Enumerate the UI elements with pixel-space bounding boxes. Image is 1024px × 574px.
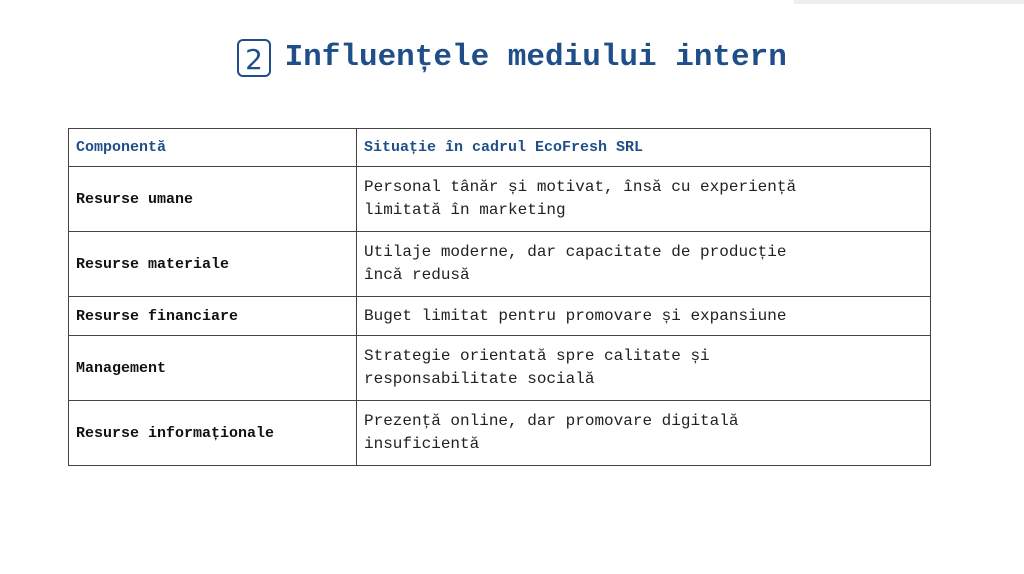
situation-cell xyxy=(357,401,931,466)
component-cell: Resurse materiale xyxy=(69,232,357,297)
internal-environment-table xyxy=(68,128,931,466)
component-cell: Resurse financiare xyxy=(69,297,357,336)
situation-line: insuficientă xyxy=(364,435,480,453)
situation-line: Buget limitat pentru promovare și expansiune xyxy=(364,306,787,325)
header-cell-situation: Situație în cadrul EcoFresh SRL xyxy=(357,129,931,167)
situation-cell xyxy=(357,297,931,336)
situation-line: Personal tânăr și motivat, însă cu experiență xyxy=(364,178,797,196)
table-row xyxy=(69,336,931,401)
component-cell: Resurse informaționale xyxy=(69,401,357,466)
slide-header xyxy=(0,38,1024,78)
table-row xyxy=(69,401,931,466)
slide-title: Influențele mediului intern xyxy=(284,40,787,75)
table-row xyxy=(69,297,931,336)
table-row xyxy=(69,167,931,232)
table-row xyxy=(69,232,931,297)
slide-number-badge: 2 xyxy=(237,39,271,77)
situation-line: limitată în marketing xyxy=(364,201,566,219)
situation-line: responsabilitate socială xyxy=(364,370,595,388)
situation-cell xyxy=(357,167,931,232)
situation-line: încă redusă xyxy=(364,266,470,284)
situation-line: Utilaje moderne, dar capacitate de producție xyxy=(364,243,787,261)
situation-cell xyxy=(357,232,931,297)
table-header-row xyxy=(69,129,931,167)
header-cell-component: Componentă xyxy=(69,129,357,167)
situation-line: Prezență online, dar promovare digitală xyxy=(364,412,739,430)
situation-cell xyxy=(357,336,931,401)
top-bar xyxy=(794,0,1024,4)
component-cell: Resurse umane xyxy=(69,167,357,232)
situation-line: Strategie orientată spre calitate și xyxy=(364,347,710,365)
component-cell: Management xyxy=(69,336,357,401)
